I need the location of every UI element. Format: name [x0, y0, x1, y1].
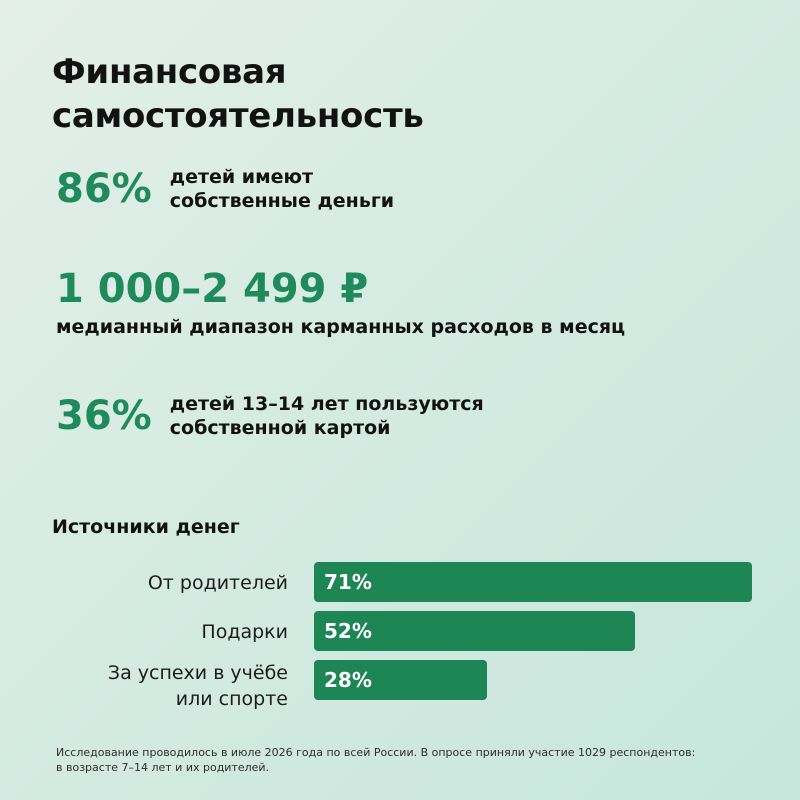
- bar: [314, 562, 752, 602]
- stat-description: [170, 392, 484, 440]
- title-line-1: Финансовая: [52, 52, 287, 92]
- bar-value-label: 28%: [324, 668, 372, 692]
- category-label: За успехи в учёбе: [107, 662, 288, 684]
- stat-value: 1 000–2 499 ₽: [56, 266, 369, 312]
- category-label: От родителей: [147, 572, 288, 594]
- stat-value: 36%: [56, 393, 152, 439]
- footnote-line: в возрасте 7–14 лет и их родителей.: [56, 761, 270, 774]
- category-label: или спорте: [175, 688, 288, 710]
- bar-value-label: 71%: [324, 570, 372, 594]
- stat-description-line: детей имеют: [169, 166, 314, 188]
- stat-description: [56, 315, 625, 339]
- bar-value-label: 52%: [324, 619, 372, 643]
- stat-description-line: детей 13–14 лет пользуются: [169, 393, 484, 415]
- stat-pocket-money-range: [56, 265, 625, 339]
- stat-description-line: собственной картой: [169, 417, 391, 439]
- chart-title: Источники денег: [52, 516, 240, 538]
- money-sources-bar-chart: [0, 550, 800, 720]
- stat-value: 86%: [56, 166, 152, 212]
- stat-own-money: [56, 165, 394, 213]
- category-label: Подарки: [201, 621, 288, 643]
- stat-description: [170, 165, 394, 213]
- title-line-2: самостоятельность: [52, 96, 424, 136]
- page-title: [52, 50, 424, 138]
- stat-own-card: [56, 392, 484, 440]
- stat-description-line: медианный диапазон карманных расходов в месяц: [56, 316, 626, 338]
- footnote-line: Исследование проводилось в июле 2026 года по всей России. В опросе приняли участие 1029 респондентов:: [56, 746, 696, 759]
- stat-description-line: собственные деньги: [169, 190, 395, 212]
- footnote: [56, 745, 786, 775]
